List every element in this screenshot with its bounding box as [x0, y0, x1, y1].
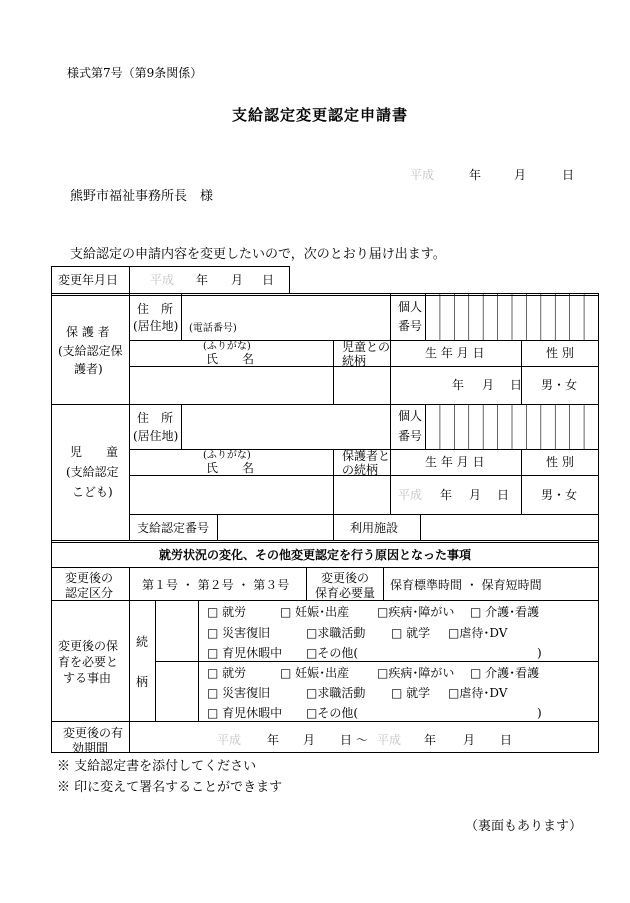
child-furigana: (ふりがな) [203, 450, 251, 461]
form-number: 様式第7号（第9条関係） [67, 66, 203, 80]
reason-item: ) [537, 646, 542, 660]
change-date-month: 月 [231, 273, 244, 287]
reason-label3: する事由 [63, 671, 112, 685]
reason-item[interactable]: □ 就労 [207, 605, 247, 619]
child-heading-sub1: (支給認定 [66, 465, 119, 479]
reason-item[interactable]: □疾病･障がい [377, 605, 455, 619]
period-month-1: 月 [303, 733, 316, 747]
guardian-birth-month: 月 [482, 378, 495, 392]
relation-char-1: 続 [136, 635, 149, 649]
period-era-2: 平成 [377, 733, 402, 747]
child-birth-era: 平成 [398, 488, 423, 502]
reason-label1: 変更後の保 [58, 639, 119, 653]
care-need-label: 変更後の [321, 571, 370, 585]
guardian-birth-day: 日 [510, 378, 523, 392]
child-relation-label: 保護者と [342, 449, 391, 463]
note-1: ※ 支給認定書を添付してください [57, 759, 257, 774]
date-year: 年 [469, 168, 482, 182]
category-sub: 認定区分 [65, 586, 114, 600]
child-relation-sub: の続柄 [342, 463, 379, 477]
child-heading-sub2: こども) [72, 485, 113, 499]
date-day: 日 [562, 168, 575, 182]
period-label2: 効期間 [72, 741, 109, 755]
period-label1: 変更後の有 [63, 726, 124, 740]
guardian-heading: 保 護 者 [66, 325, 110, 339]
child-name-label: 氏 名 [206, 461, 255, 475]
guardian-address-sub: (居住地) [133, 319, 179, 333]
child-sex-label: 性 別 [546, 455, 574, 469]
change-date-day: 日 [262, 273, 275, 287]
care-need-options: 保育標準時間 ・ 保育短時間 [390, 578, 542, 592]
period-day-2: 日 [500, 733, 513, 747]
guardian-birth-label: 生 年 月 日 [425, 346, 485, 360]
guardian-phone-label: (電話番号) [189, 323, 237, 334]
guardian-heading-sub1: (支給認定保 [58, 344, 123, 358]
note-2: ※ 印に変えて署名することができます [57, 780, 283, 795]
reason-item[interactable]: □ 介護･看護 [470, 666, 540, 680]
relation-char-2: 柄 [136, 675, 149, 689]
guardian-relation-sub: 続柄 [342, 354, 367, 368]
reason-item[interactable]: □ 妊娠･出産 [280, 666, 350, 680]
change-date-label: 変更年月日 [58, 273, 119, 287]
child-birth-year: 年 [440, 488, 453, 502]
cert-number-label: 支給認定番号 [137, 521, 210, 535]
reason-item[interactable]: □ 育児休暇中 [207, 646, 283, 660]
period-day-tilde: 日 〜 [340, 733, 368, 747]
reason-item[interactable]: □虐待･DV [448, 686, 508, 700]
child-heading: 児 童 [70, 445, 119, 459]
care-need-sub: 保育必要量 [315, 586, 376, 600]
reason-label2: 育を必要と [58, 655, 119, 669]
change-date-era: 平成 [150, 273, 175, 287]
date-era: 平成 [410, 168, 435, 182]
addressee: 熊野市福祉事務所長 様 [70, 189, 214, 204]
child-sex-value: 男・女 [541, 488, 578, 502]
reason-item[interactable]: □その他( [306, 706, 359, 720]
period-era-1: 平成 [217, 733, 242, 747]
reason-item[interactable]: □ 災害復旧 [207, 686, 271, 700]
reason-item[interactable]: □ 就労 [207, 666, 247, 680]
intro-text: 支給認定の申請内容を変更したいので，次のとおり届け出ます。 [70, 247, 446, 262]
reason-item[interactable]: □ 妊娠･出産 [280, 605, 350, 619]
reason-item[interactable]: □ 育児休暇中 [207, 706, 283, 720]
child-kojin-label: 個人 [398, 409, 423, 423]
guardian-address-label: 住 所 [137, 302, 174, 316]
reason-item[interactable]: □ 介護･看護 [470, 605, 540, 619]
reason-item: ) [537, 706, 542, 720]
date-month: 月 [514, 168, 527, 182]
guardian-sex-value: 男・女 [541, 378, 578, 392]
guardian-furigana: (ふりがな) [203, 341, 251, 352]
reason-item[interactable]: □ 災害復旧 [207, 626, 271, 640]
guardian-birth-year: 年 [452, 378, 465, 392]
guardian-sex-label: 性 別 [546, 346, 574, 360]
reason-heading: 就労状況の変化、その他変更認定を行う原因となった事項 [159, 548, 472, 562]
period-month-2: 月 [463, 733, 476, 747]
facility-label: 利用施設 [350, 521, 399, 535]
guardian-name-label: 氏 名 [206, 352, 255, 366]
child-address-sub: (居住地) [133, 429, 179, 443]
page-title: 支給認定変更認定申請書 [232, 106, 409, 124]
change-date-year: 年 [196, 273, 209, 287]
reason-item[interactable]: □その他( [306, 646, 359, 660]
child-kojin-sub: 番号 [398, 429, 423, 443]
child-birth-label: 生 年 月 日 [425, 455, 485, 469]
reason-item[interactable]: □虐待･DV [448, 626, 508, 640]
category-label: 変更後の [65, 571, 114, 585]
reason-item[interactable]: □ 就学 [391, 626, 431, 640]
period-year-2: 年 [424, 733, 437, 747]
category-options: 第１号 ・ 第２号 ・ 第３号 [142, 578, 290, 592]
child-birth-month: 月 [469, 488, 482, 502]
guardian-relation-label: 児童との [342, 340, 391, 354]
guardian-kojin-sub: 番号 [398, 319, 423, 333]
period-year-1: 年 [267, 733, 280, 747]
guardian-kojin-label: 個人 [398, 300, 423, 314]
reason-item[interactable]: □求職活動 [306, 626, 366, 640]
child-address-label: 住 所 [137, 411, 174, 425]
back-note: （裏面もあります） [465, 819, 583, 834]
reason-item[interactable]: □疾病･障がい [377, 666, 455, 680]
guardian-heading-sub2: 護者) [74, 362, 103, 376]
reason-item[interactable]: □ 就学 [391, 686, 431, 700]
child-birth-day: 日 [497, 488, 510, 502]
reason-item[interactable]: □求職活動 [306, 686, 366, 700]
